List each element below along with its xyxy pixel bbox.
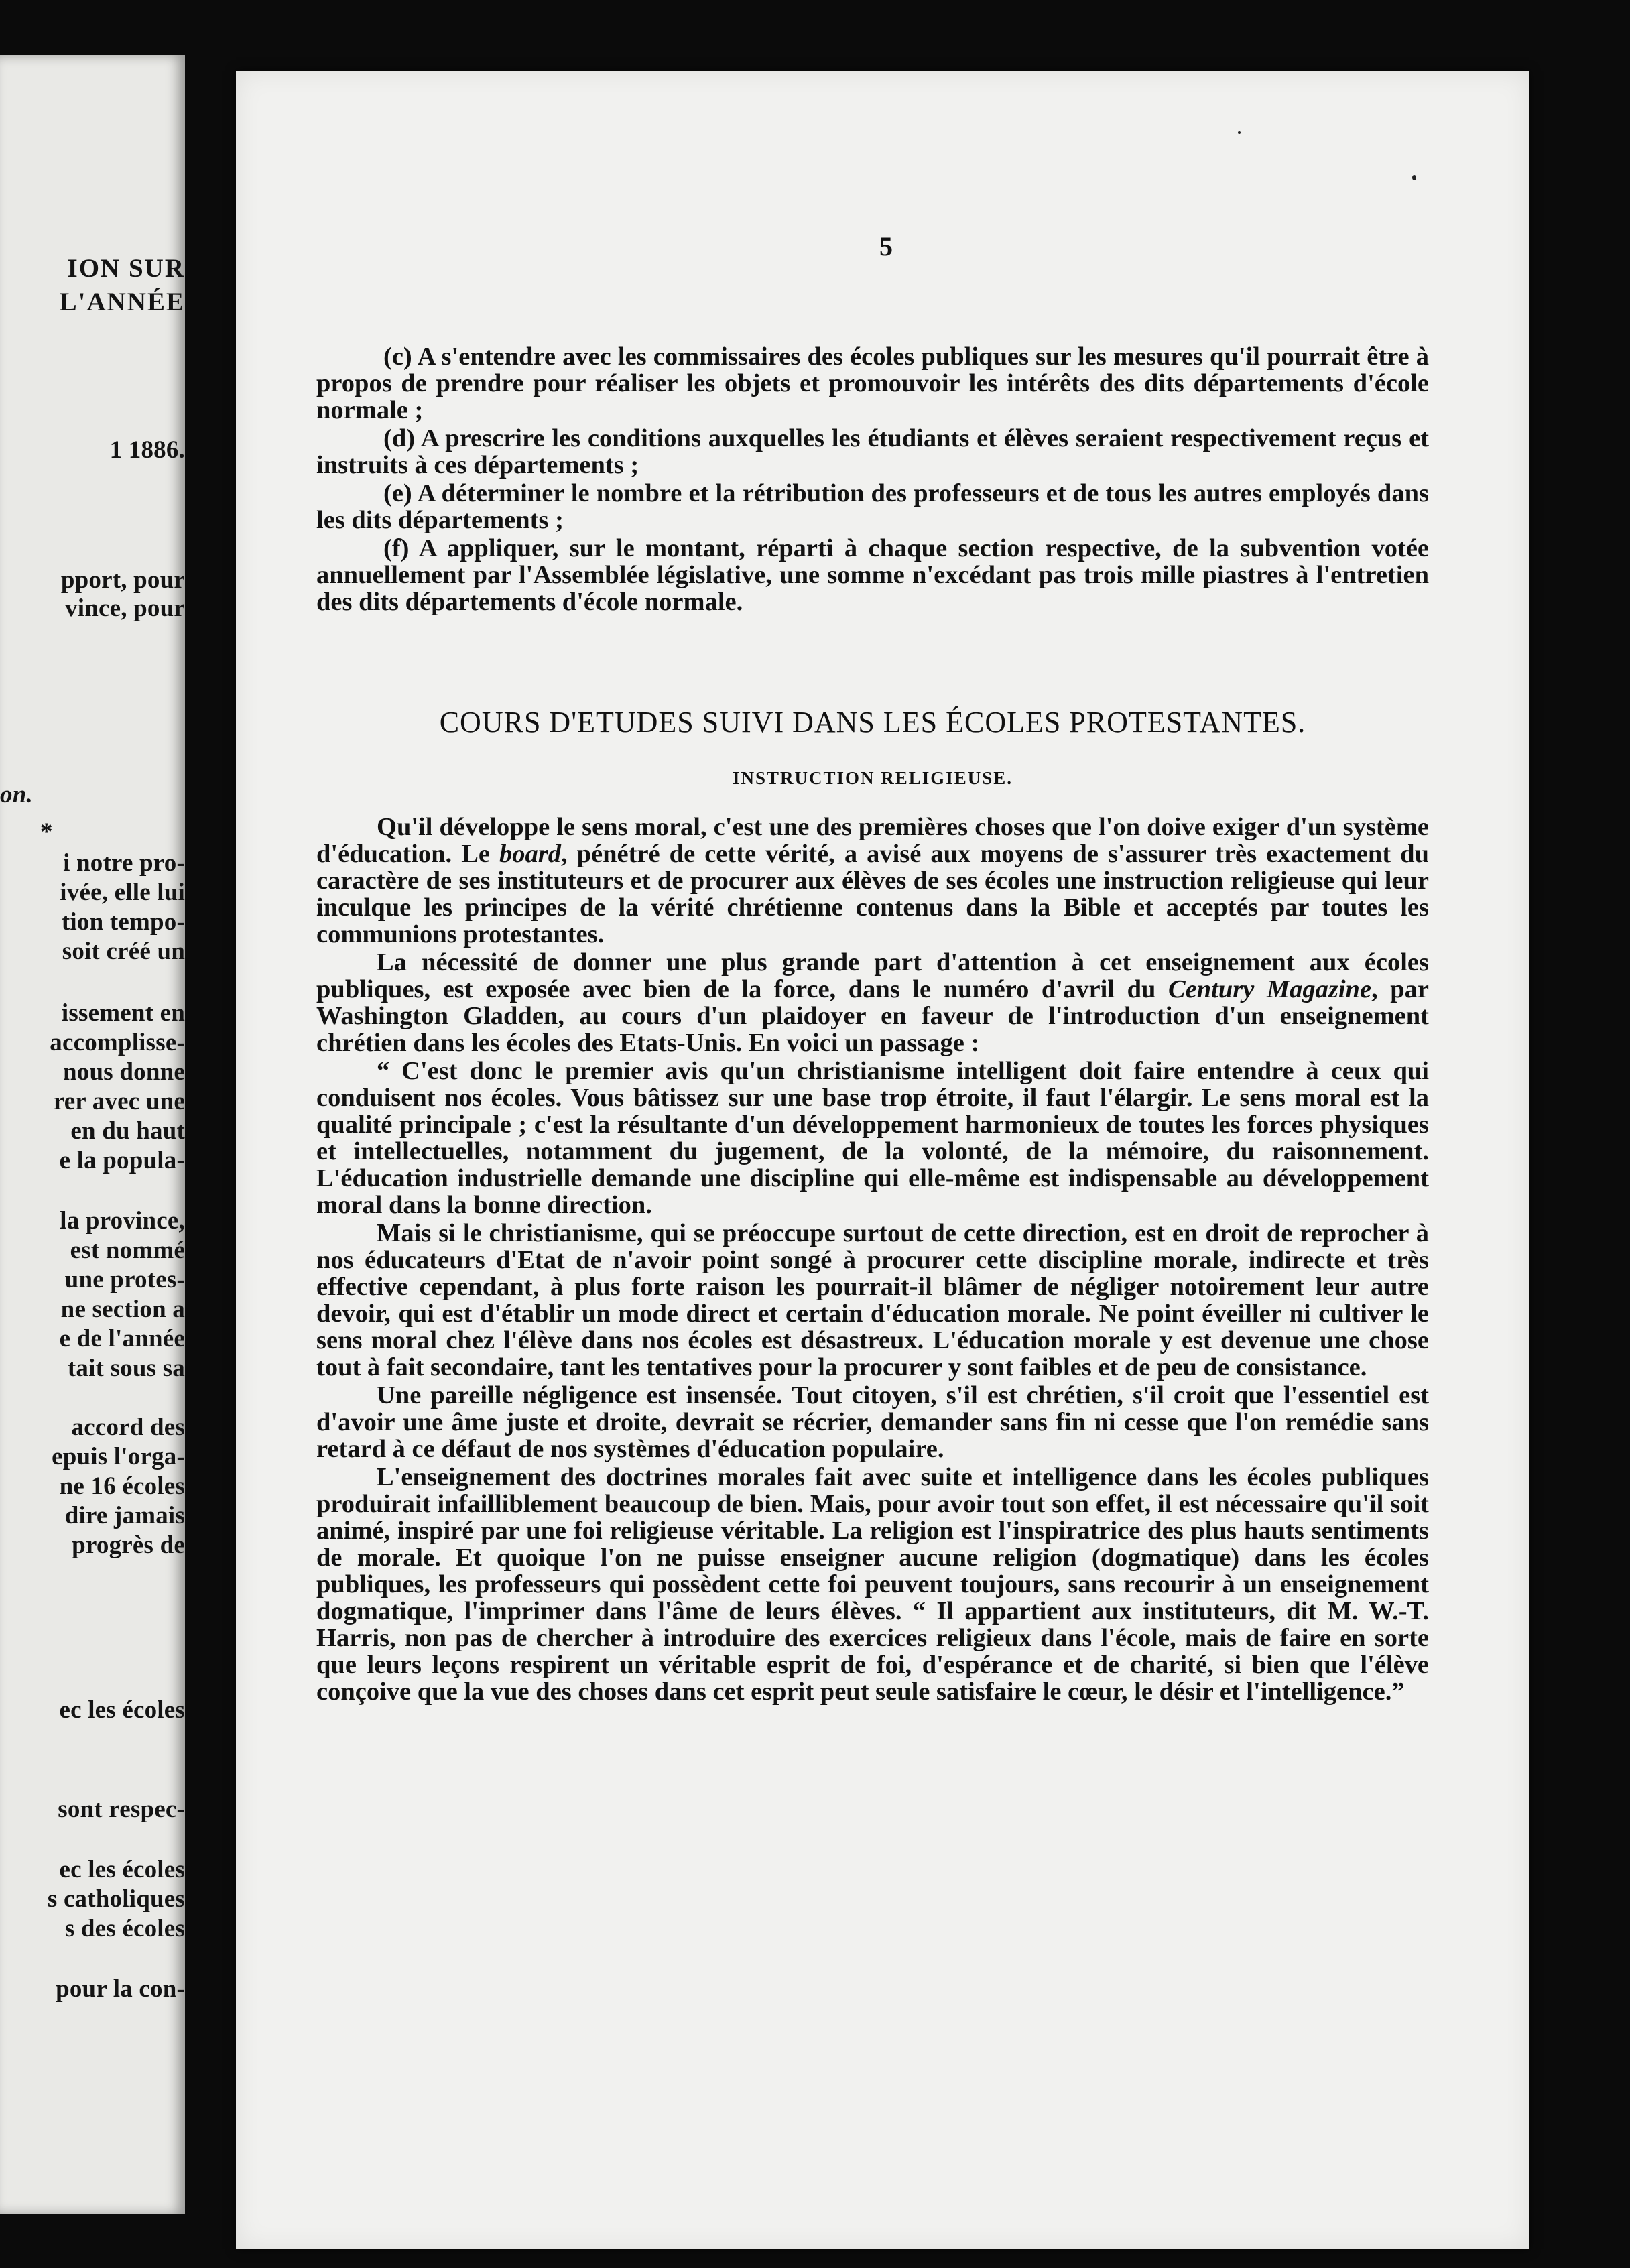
facing-page-line: epuis l'orga- (52, 1443, 185, 1470)
document-page (236, 71, 1529, 2249)
facing-page-line: accomplisse- (50, 1029, 185, 1056)
clauses-block (316, 343, 1429, 617)
italic-term: board (499, 840, 561, 868)
facing-page-line: e la popula- (59, 1147, 185, 1174)
facing-page-line: ne section a (60, 1296, 185, 1323)
facing-page-line: accord des (71, 1413, 185, 1441)
paragraph-text: , pénétré de cette vérité, a avisé aux moyens de s'assurer très exactement du caractère de ses instituteurs et de procurer aux élèves de ses écoles une instruction religieuse qui leur inculque les principes de la vérité chrétienne contenus dans la Bible et acceptés par toutes les communions protestantes. (316, 840, 1429, 948)
facing-page-line: issement en (61, 999, 185, 1027)
facing-page-line: 1 1886. (109, 436, 185, 464)
facing-page-line: dire jamais (64, 1502, 185, 1529)
facing-page-line: i notre pro- (63, 849, 185, 877)
page-number: 5 (879, 231, 893, 261)
facing-page-line: e de l'année (59, 1325, 185, 1352)
paragraph (316, 949, 1429, 1056)
paragraph-text: La nécessité de donner une plus grande part d'attention à cet enseignement aux écoles publiques, est exposée avec bien de la force, dans le numéro d'avril du (316, 948, 1429, 1003)
facing-page-line: tait sous sa (67, 1354, 185, 1382)
facing-page-line: sont respec- (58, 1796, 185, 1823)
facing-page-line: s catholiques (47, 1885, 185, 1913)
section-heading: COURS D'ETUDES SUIVI DANS LES ÉCOLES PROTESTANTES. (439, 706, 1306, 739)
facing-page-line: ec les écoles (59, 1856, 185, 1883)
facing-page-line: s des écoles (64, 1915, 185, 1942)
paragraph-text: , par Washington Gladden, au cours d'un plaidoyer en faveur de l'introduction d'un enseignement chrétien dans les écoles des Etats-Unis. En voici un passage : (316, 975, 1430, 1057)
quote-paragraph: “ C'est donc le premier avis qu'un christianisme intelligent doit faire entendre à ceux qui conduisent nos écoles. Vous bâtissez sur une base trop étroite, il faut l'élargir. Le sens moral est la qualité principale ; c'est la résultante d'un développement harmonieux de toutes les forces physiques et intellectuelles, notamment du jugement, de la volonté, de la mémoire, du raisonnement. L'éducation industrielle demande une discipline qui elle-même est indispensable au développement moral dans la bonne direction. (316, 1057, 1429, 1219)
facing-page-line: est nommé (70, 1237, 185, 1264)
facing-page-line: rer avec une (53, 1088, 185, 1115)
facing-page-fragment (0, 55, 185, 2214)
facing-page-line: pour la con- (56, 1975, 185, 2003)
clause-c: (c) A s'entendre avec les commissaires des écoles publiques sur les mesures qu'il pourrait être à propos de prendre pour réaliser les objets et promouvoir les intérêts des dits départements d'école normale ; (316, 342, 1429, 424)
facing-page-line: tion tempo- (61, 908, 185, 936)
clause-f: (f) A appliquer, sur le montant, réparti à chaque section respective, de la subvention votée annuellement par l'Assemblée législative, une somme n'excédant pas trois mille piastres à l'entretien des dits départements d'école normale. (316, 534, 1429, 616)
facing-page-line: on. (0, 781, 33, 808)
facing-page-line: ION SUR (67, 254, 185, 283)
paragraph-text: Qu'il développe le sens moral, c'est une des premières choses que l'on doive exiger d'un système d'éducation. Le (316, 813, 1429, 868)
facing-page-line: ec les écoles (59, 1696, 185, 1724)
facing-page-line: ivée, elle lui (60, 879, 185, 906)
facing-page-line: ne 16 écoles (59, 1472, 185, 1500)
paper-speck (1412, 175, 1416, 180)
paragraph: L'enseignement des doctrines morales fait avec suite et intelligence dans les écoles publiques produirait infailliblement beaucoup de bien. Mais, pour avoir tout son effet, il est nécessaire qu'il soit animé, inspiré par une foi religieuse véritable. La religion est l'inspiratrice des plus hauts sentiments de morale. Et quoique l'on ne puisse enseigner aucune religion (dogmatique) dans les écoles publiques, les professeurs qui possèdent cette foi peuvent toujours, sans recourir à un enseignement dogmatique, l'imprimer dans l'âme de leurs élèves. “ Il appartient aux instituteurs, dit M. W.-T. Harris, non pas de chercher à introduire des exercices religieux dans l'école, mais de faire en sorte que leurs leçons respirent un véritable esprit de foi, d'espérance et de charité, si bien que l'élève conçoive que la vue des choses dans cet esprit peut seule satisfaire le cœur, le désir et l'intelligence.” (316, 1463, 1429, 1706)
paragraph: Mais si le christianisme, qui se préoccupe surtout de cette direction, est en droit de reprocher à nos éducateurs d'Etat de n'avoir point songé à procurer cette discipline morale, indirecte et très effective cependant, à plus forte raison les pourrait-il blâmer de négliger notoirement leur autre devoir, qui est d'établir un mode direct et certain d'éducation morale. Ne point éveiller ni cultiver le sens moral chez l'élève dans nos écoles est désastreux. L'éducation morale y est devenue une chose tout à fait secondaire, tant les tentatives pour la procurer y sont faibles et de peu de consistance. (316, 1219, 1429, 1381)
clause-e: (e) A déterminer le nombre et la rétribution des professeurs et de tous les autres employés dans les dits départements ; (316, 479, 1429, 534)
paper-speck (1238, 131, 1241, 134)
facing-page-line: vince, pour (65, 594, 185, 622)
facing-page-line: progrès de (72, 1531, 185, 1559)
facing-page-line: * (40, 818, 53, 846)
body-text (316, 814, 1429, 1706)
facing-page-line: nous donne (63, 1058, 185, 1086)
facing-page-line: la province, (60, 1207, 185, 1235)
facing-page-line: soit créé un (62, 938, 185, 965)
facing-page-line: L'ANNÉE (59, 288, 185, 316)
paragraph (316, 814, 1429, 948)
facing-page-line: pport, pour (60, 566, 185, 594)
italic-title: Century Magazine (1168, 975, 1372, 1003)
facing-page-line: une protes- (64, 1266, 185, 1294)
paragraph: Une pareille négligence est insensée. Tout citoyen, s'il est chrétien, s'il croit que l'essentiel est d'avoir une âme juste et droite, devrait se récrier, demander sans fin ni cesse que l'on remédie sans retard à ce défaut de nos systèmes d'éducation populaire. (316, 1381, 1429, 1463)
clause-d: (d) A prescrire les conditions auxquelles les étudiants et élèves seraient respectivement reçus et instruits à ces départements ; (316, 424, 1429, 479)
sub-heading: INSTRUCTION RELIGIEUSE. (732, 768, 1013, 788)
facing-page-line: en du haut (70, 1117, 185, 1145)
